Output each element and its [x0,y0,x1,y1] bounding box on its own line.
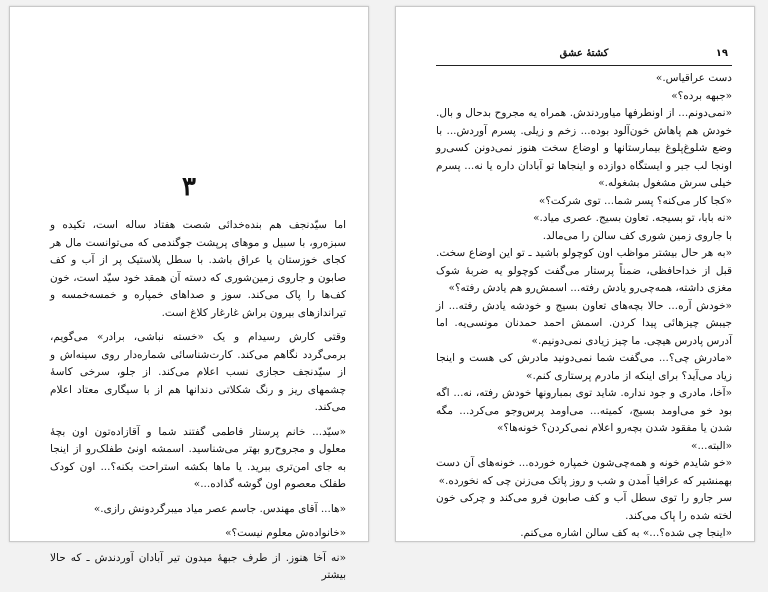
paragraph: «نه آخا هنوز. از طرف جبههٔ میدون تیر آبادان آوردندش ـ که حالا بیشتر [50,551,346,581]
paragraph: «خانواده‌ش معلوم نیست؟» [225,527,346,539]
text-line: دست عراقیاس.» [655,72,732,84]
text-line: «البته...» [691,439,732,452]
text-line: «کجا کار می‌کنه؟ پسر شما... توی شرکت؟» [538,194,732,207]
paragraph: «ها... آقای مهندس. جاسم عصر میاد میبرگردونش رازی.» [93,502,346,515]
text-line: «آخا، مادری و جود نداره. شاید توی بمبارونها خودش رفته، نه... اگه بود خو می‌اومد بسیج، کمیته... می‌اومد پرس‌وجو می‌کرد... مگه شدن یا مفقود شدن بچه‌رو اعلام نمی‌کردن؟ خونه‌ها؟» [436,387,732,434]
running-head [436,47,732,66]
text-line: «نه بابا، تو بسیجه. تعاون بسیج. عصری میاد.» [533,212,732,224]
text-line: سر جارو را توی سطل آب و کف صابون فرو می‌کند و چرکی خون لخته شده را پاک می‌کند. [436,492,732,522]
page-number: ۱۹ [715,48,728,59]
left-page [9,6,369,581]
text-line: «خودش آره... حالا بچه‌های تعاون بسیج و خودشه یادش رفته... از جیبش چیزهائی پیدا کردن. اسمش احمد حمدنان مونسی‌یه. اما آدرس پادرس هیچی. ما چیز زیادی نمی‌دونیم.» [436,299,732,347]
right-page [395,6,755,542]
paragraph: وقتی کارش رسیدام و یک «خسته نباشی، برادر» می‌گویم، برمی‌گردد نگاهم می‌کند. کارت‌شناسائی شماره‌دار روی سینه‌اش و از سیّدنجف حجازی نسب اعلام می‌کند. از جلو، سرخی کاسهٔ چشمهای ریز و رنگ شکلاتی دندانها هم از با سیگاری معتاد اعلام می‌کند. [50,331,346,413]
text-line: «اینجا چی شده؟...» به کف سالن اشاره می‌کنم. [520,527,732,539]
text-line: «به هر حال بیشتر مواظب اون کوچولو باشید ـ تو این اوضاع سخت. قبل از خداحافظی، ضمناً پرستار می‌گفت کوچولو یه ضربهٔ شوک مغزی داشته، همه‌چی‌رو یادش رفته... اسمش‌رو هم یادش رفته؟» [436,247,732,294]
text-line: با جاروی زمین شوری کف سالن را می‌مالد. [542,229,732,242]
right-page-body [436,70,732,543]
text-line: «نمی‌دونم... از اونطرفها میاوردندش. همراه یه مجروح بدحال و بال. خودش هم پاهاش خون‌آلود بوده... زخم و زیلی. پسرم آوردش... با وضع شلوغ‌پلوغ بیمارستانها و اوضاع سخت هنوز نمی‌دونن کسی‌رو اونجا لب جبر و ایستگاه دوازده و اینجاها تو آبادان داره یا نه... پسرم خیلی سرش مشغول بشغوله.» [436,107,732,189]
left-page-body [50,217,346,592]
text-line: «مادرش چی؟... می‌گفت شما نمی‌دونید مادرش کی هست و اینجا زیاد می‌آید؟ برای اینکه از مادرم پرستاری کنم.» [436,352,732,382]
paragraph: «سیّد... خانم پرستار فاطمی گفتند شما و آقازاده‌تون اون بچهٔ معلول و مجروح‌رو بهتر می‌شناسید. اسمشه اونئ طفلک‌رو از اینجا به جای امن‌تری ببرید. یا ماها بکشه استراحت بکنه؟... اون کودک طفلک معصوم اون گوشه گذاده...» [50,425,346,490]
book-title: کشتهٔ عشق [559,48,609,59]
text-line: «جبهه برده؟» [671,89,732,102]
text-line: «خو شایدم خونه‌ و همه‌چی‌شون خمپاره خورده... خونه‌های آن دست بهمنشیر که عراقیا اَمدن و شب و روز پاتک می‌زنن چی که نخورده.» [436,457,732,487]
paragraph: اما سیّدنجف هم بنده‌خدائی شصت هفتاد ساله است، تکیده و سبزه‌رو، با سبیل و موهای پرپشت جوگندمی که می‌توانست مال هر کجای خوزستان یا عراق باشد. با سطل پلاستیک پر از آب و کف صابون و جاروی زمین‌شوری که دسته آن همقد خود سیّد است، خون کف‌ها را پاک می‌کند. سوز و صداهای خمپاره و خمسه‌خمسه و تیراندازهای بیرون براش غارغار کلاغ است. [50,219,346,319]
chapter-number: ۳ [182,172,196,202]
